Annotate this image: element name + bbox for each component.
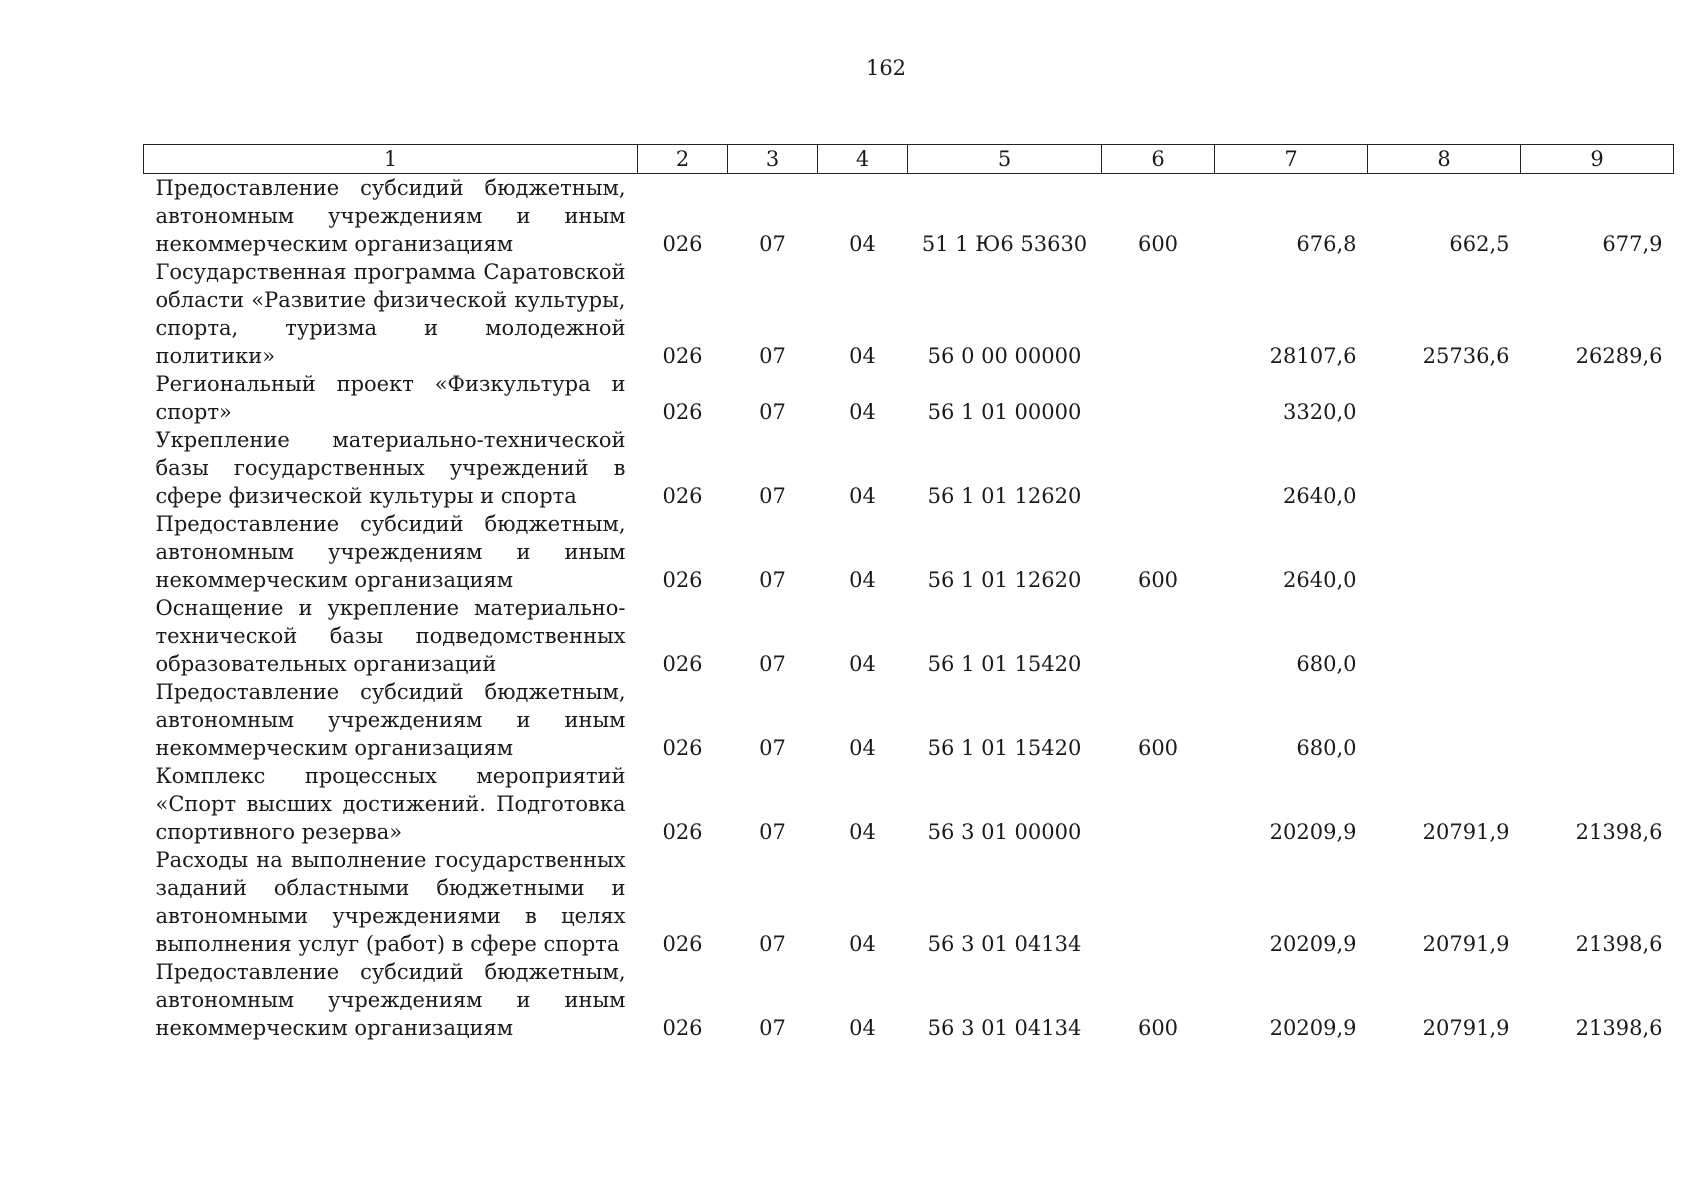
column-header: 3 [728,145,818,174]
cell-section: 07 [759,484,786,508]
page-number: 162 [865,56,907,80]
cell-amount-9 [1521,594,1674,678]
cell-target-article: 51 1 Ю6 53630 [921,232,1088,256]
column-header: 6 [1102,145,1215,174]
cell-expense-type [1102,426,1215,510]
cell-section: 07 [759,232,786,256]
row-name: Комплекс процессных мероприятий «Спорт высших достижений. Подготовка спортивного резерва» [155,764,626,844]
cell-amount-7: 676,8 [1296,232,1357,256]
column-header: 8 [1368,145,1521,174]
cell-ministry: 026 [662,736,703,760]
cell-amount-9 [1521,426,1674,510]
column-header: 4 [818,145,908,174]
cell-ministry: 026 [662,400,703,424]
cell-expense-type [1102,846,1215,958]
cell-section: 07 [759,1016,786,1040]
cell-expense-type [1102,594,1215,678]
cell-ministry: 026 [662,652,703,676]
cell-target-article: 56 0 00 00000 [927,344,1082,368]
cell-amount-7: 2640,0 [1283,568,1357,592]
column-header: 1 [144,145,638,174]
row-name: Предоставление субсидий бюджетным, автономным учреждениям и иным некоммерческим организациям [155,512,626,592]
cell-amount-8: 20791,9 [1422,1016,1510,1040]
cell-amount-9 [1521,678,1674,762]
cell-amount-8 [1368,370,1521,426]
table-row [144,846,1674,958]
cell-section: 07 [759,652,786,676]
column-header: 2 [638,145,728,174]
cell-subsection: 04 [849,568,876,592]
cell-section: 07 [759,344,786,368]
cell-amount-7: 680,0 [1296,652,1357,676]
row-name: Предоставление субсидий бюджетным, автономным учреждениям и иным некоммерческим организациям [155,680,626,760]
cell-amount-9: 21398,6 [1575,820,1663,844]
cell-amount-8: 20791,9 [1422,932,1510,956]
cell-expense-type: 600 [1137,1016,1179,1040]
row-name: Государственная программа Саратовской области «Развитие физической культуры, спорта, туризма и молодежной политики» [155,260,626,368]
cell-amount-7: 20209,9 [1269,1016,1357,1040]
cell-amount-7: 20209,9 [1269,932,1357,956]
cell-subsection: 04 [849,736,876,760]
cell-amount-9 [1521,510,1674,594]
row-name: Оснащение и укрепление материально-технической базы подведомственных образовательных организаций [155,596,626,676]
cell-amount-8: 25736,6 [1422,344,1510,368]
cell-ministry: 026 [662,344,703,368]
row-name: Региональный проект «Физкультура и спорт» [155,372,626,424]
cell-amount-7: 2640,0 [1283,484,1357,508]
cell-amount-8 [1368,510,1521,594]
cell-section: 07 [759,932,786,956]
cell-amount-7: 28107,6 [1269,344,1357,368]
cell-expense-type [1102,762,1215,846]
cell-subsection: 04 [849,932,876,956]
cell-section: 07 [759,568,786,592]
table-row [144,174,1674,259]
cell-amount-9: 21398,6 [1575,1016,1663,1040]
cell-amount-9: 21398,6 [1575,932,1663,956]
cell-amount-9 [1521,370,1674,426]
cell-expense-type: 600 [1137,736,1179,760]
cell-amount-8: 662,5 [1449,232,1510,256]
cell-subsection: 04 [849,1016,876,1040]
cell-amount-9: 26289,6 [1575,344,1663,368]
row-name: Укрепление материально-технической базы государственных учреждений в сфере физической культуры и спорта [155,428,626,508]
table-header-row [144,145,1674,174]
cell-target-article: 56 1 01 15420 [927,736,1082,760]
cell-subsection: 04 [849,232,876,256]
cell-expense-type [1102,370,1215,426]
row-name: Предоставление субсидий бюджетным, автономным учреждениям и иным некоммерческим организациям [155,176,626,256]
cell-ministry: 026 [662,232,703,256]
cell-target-article: 56 1 01 12620 [927,568,1082,592]
cell-subsection: 04 [849,484,876,508]
cell-amount-7: 680,0 [1296,736,1357,760]
cell-amount-7: 20209,9 [1269,820,1357,844]
table-row [144,370,1674,426]
cell-target-article: 56 3 01 04134 [927,932,1082,956]
row-name: Расходы на выполнение государственных заданий областными бюджетными и автономными учреждениями в целях выполнения услуг (работ) в сфере спорта [155,848,626,956]
table-row [144,426,1674,510]
budget-table [143,144,1674,1042]
cell-amount-8 [1368,678,1521,762]
table-row [144,958,1674,1042]
table-row [144,678,1674,762]
cell-subsection: 04 [849,820,876,844]
cell-subsection: 04 [849,400,876,424]
cell-ministry: 026 [662,484,703,508]
cell-target-article: 56 1 01 00000 [927,400,1082,424]
cell-amount-8 [1368,594,1521,678]
cell-amount-9: 677,9 [1602,232,1663,256]
cell-ministry: 026 [662,568,703,592]
cell-section: 07 [759,400,786,424]
cell-expense-type: 600 [1137,232,1179,256]
cell-target-article: 56 1 01 15420 [927,652,1082,676]
cell-target-article: 56 3 01 04134 [927,1016,1082,1040]
cell-amount-8: 20791,9 [1422,820,1510,844]
cell-ministry: 026 [662,1016,703,1040]
cell-expense-type: 600 [1137,568,1179,592]
row-name: Предоставление субсидий бюджетным, автономным учреждениям и иным некоммерческим организациям [155,960,626,1040]
table-row [144,594,1674,678]
cell-ministry: 026 [662,820,703,844]
table-row [144,258,1674,370]
column-header: 9 [1521,145,1674,174]
table-row [144,510,1674,594]
cell-amount-7: 3320,0 [1283,400,1357,424]
column-header: 7 [1215,145,1368,174]
cell-section: 07 [759,736,786,760]
cell-subsection: 04 [849,652,876,676]
cell-target-article: 56 1 01 12620 [927,484,1082,508]
cell-amount-8 [1368,426,1521,510]
cell-ministry: 026 [662,932,703,956]
column-header: 5 [908,145,1102,174]
table-row [144,762,1674,846]
cell-section: 07 [759,820,786,844]
cell-subsection: 04 [849,344,876,368]
cell-target-article: 56 3 01 00000 [927,820,1082,844]
cell-expense-type [1102,258,1215,370]
